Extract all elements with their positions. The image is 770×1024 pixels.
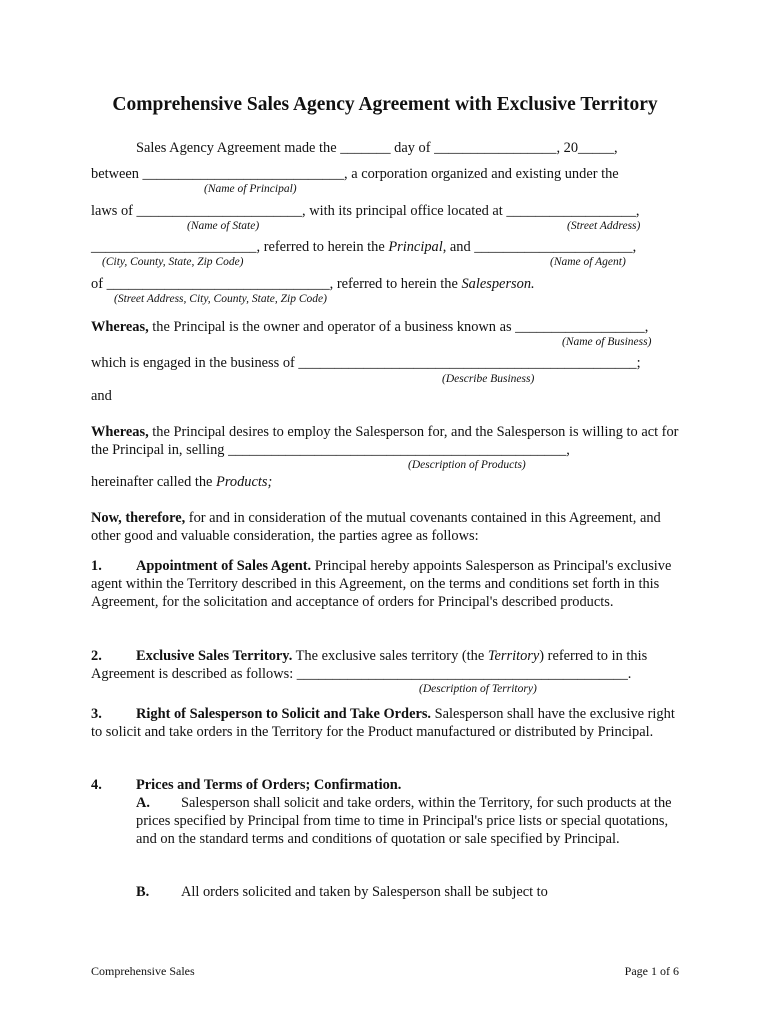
section-2-number: 2. [91, 648, 102, 664]
caption-describe-business: (Describe Business) [442, 373, 535, 385]
section-4b [136, 883, 548, 901]
section-3 [91, 705, 679, 741]
engaged-line: which is engaged in the business of _______________________________________________; [91, 355, 641, 371]
caption-city-county-state-zip: (City, County, State, Zip Code) [102, 256, 244, 268]
document-title: Comprehensive Sales Agency Agreement with Exclusive Territory [112, 94, 658, 115]
caption-name-of-principal: (Name of Principal) [204, 183, 297, 195]
section-2-text-start: The exclusive sales territory (the [292, 648, 488, 664]
section-1-number: 1. [91, 558, 102, 574]
section-2 [91, 647, 679, 683]
section-3-text: Salesperson shall have the exclusive right to solicit and take orders in the Territory for the Product manufactured or distributed by Principal. [91, 706, 675, 740]
caption-description-of-territory: (Description of Territory) [419, 683, 537, 695]
section-1 [91, 557, 679, 611]
section-1-text: Principal hereby appoints Salesperson as Principal's exclusive agent within the Territory described in this Agreement, on the terms and conditions set forth in this Agreement, for the solicitation and acceptance of orders for Principal's described products. [91, 558, 672, 610]
whereas-lead: Whereas, [91, 319, 149, 335]
section-4 [91, 776, 401, 794]
footer-page-number: Page 1 of 6 [624, 964, 679, 978]
salesperson-term: Salesperson. [461, 276, 535, 292]
caption-name-of-business: (Name of Business) [562, 336, 652, 348]
whereas-employ-text: the Principal desires to employ the Salesperson for, and the Salesperson is willing to act for the Principal in, selling _______________________________________________, [91, 424, 679, 458]
section-4-number: 4. [91, 777, 102, 793]
section-4b-text: All orders solicited and taken by Salesperson shall be subject to [181, 884, 548, 900]
section-4-heading: Prices and Terms of Orders; Confirmation. [136, 777, 402, 793]
caption-name-of-state: (Name of State) [187, 220, 260, 232]
whereas-business-text: the Principal is the owner and operator of a business known as __________________, [148, 319, 649, 335]
salesperson-line [91, 275, 535, 293]
principal-term: Principal [388, 239, 443, 255]
caption-street-address: (Street Address) [567, 220, 641, 232]
section-1-heading: Appointment of Sales Agent. [136, 558, 312, 574]
agreement-date-line: Sales Agency Agreement made the _______ day of _________________, 20_____, [136, 140, 618, 156]
salesperson-line-start: of _______________________________, referred to herein the [91, 276, 462, 292]
whereas-lead: Whereas, [91, 424, 149, 440]
caption-name-of-agent: (Name of Agent) [550, 256, 626, 268]
territory-term: Territory [487, 648, 540, 664]
whereas-employ-paragraph [91, 423, 679, 459]
section-4a-text: Salesperson shall solicit and take orders, within the Territory, for such products at the prices specified by Principal from time to time in Principal's price lists or special quotations, and on the standard terms and conditions of quotation or sale specified by Principal. [136, 795, 672, 847]
section-4a [136, 794, 679, 848]
principal-line-end: , and ______________________, [442, 239, 637, 255]
footer-document-name: Comprehensive Sales [91, 964, 195, 978]
whereas-business-line [91, 318, 648, 336]
laws-of-line: laws of _______________________, with its principal office located at __________________, [91, 203, 640, 219]
caption-street-city-county-state-zip: (Street Address, City, County, State, Zip Code) [114, 293, 327, 305]
between-line: between ____________________________, a corporation organized and existing under the [91, 166, 619, 182]
and-line: and [91, 388, 112, 404]
section-3-heading: Right of Salesperson to Solicit and Take Orders. [136, 706, 432, 722]
caption-description-of-products: (Description of Products) [408, 459, 526, 471]
section-3-number: 3. [91, 706, 102, 722]
now-therefore-text: for and in consideration of the mutual covenants contained in this Agreement, and other good and valuable consideration, the parties agree as follows: [91, 510, 661, 544]
principal-line [91, 238, 636, 256]
section-4a-label: A. [136, 795, 150, 811]
now-therefore-paragraph [91, 509, 679, 545]
section-2-text-end: ) referred to in this Agreement is described as follows: ______________________________________________. [91, 648, 648, 682]
section-4b-label: B. [136, 884, 150, 900]
products-line-start: hereinafter called the [91, 474, 217, 490]
section-2-heading: Exclusive Sales Territory. [136, 648, 293, 664]
products-line [91, 473, 272, 491]
principal-line-start: _______________________, referred to herein the [91, 239, 389, 255]
products-term: Products; [216, 474, 273, 490]
now-therefore-lead: Now, therefore, [91, 510, 186, 526]
